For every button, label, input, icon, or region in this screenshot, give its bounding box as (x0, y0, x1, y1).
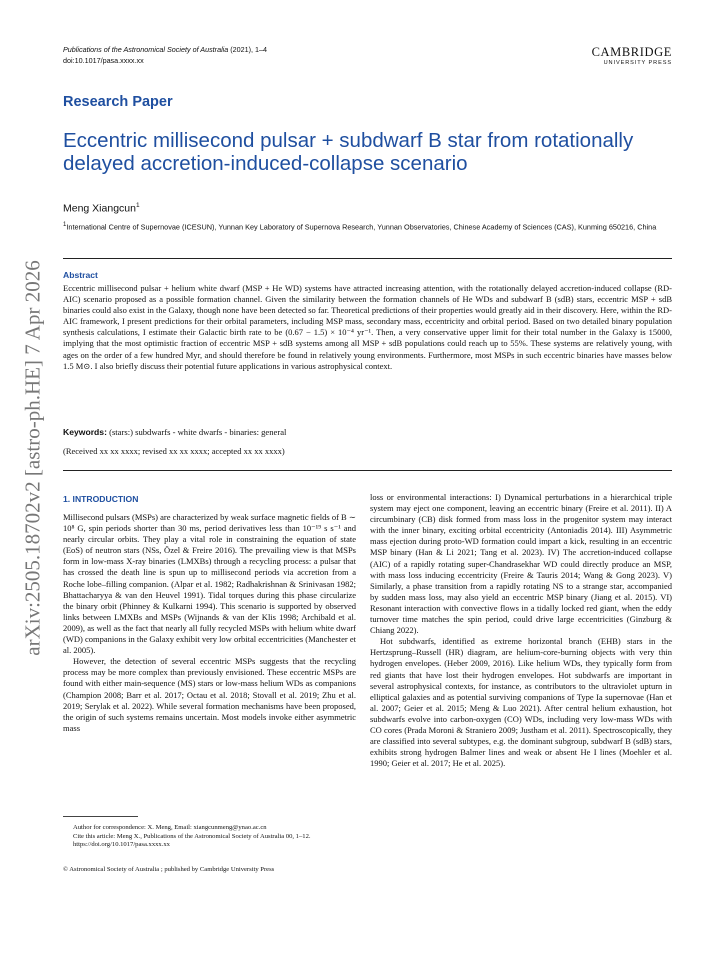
divider-bottom (63, 470, 672, 471)
publisher-logo (560, 45, 672, 66)
publisher-logo-line2: UNIVERSITY PRESS (603, 60, 672, 66)
received-dates: (Received xx xx xxxx; revised xx xx xxxx; accepted xx xx xxxx) (63, 446, 285, 456)
keywords (63, 427, 672, 437)
affiliation (63, 220, 673, 233)
affiliation-text: International Centre of Supernovae (ICESUN), Yunnan Key Laboratory of Supernova Research, Yunnan Observatories, Chinese Academy of Sciences (CAS), Kunming 650216, China (66, 222, 657, 232)
right-column (370, 492, 672, 769)
journal-meta: (2021), 1–4 (228, 45, 268, 54)
journal-citation (63, 44, 267, 55)
section-heading-introduction: 1. INTRODUCTION (63, 494, 139, 504)
citation-note: Cite this article: Meng X., Publications of the Astronomical Society of Australia 00, 1–12. https://doi.org/10.1017/pasa.xxxx.xx (73, 832, 311, 849)
divider-top (63, 258, 672, 259)
author-name: Meng Xiangcun (63, 202, 136, 215)
arxiv-sidebar (18, 258, 48, 658)
article-type: Research Paper (63, 94, 173, 110)
paragraph: Hot subdwarfs, identified as extreme horizontal branch (EHB) stars in the Hertzsprung–Russell (HR) diagram, are helium-core-burning objects with very thin hydrogen envelopes. (Heber 2009, 2016). Like helium WDs, they typically form from red giants that have lost their hydrogen envelopes. Hot subdwarfs are important in several astrophysical contexts, for instance, as contributors to the ultraviolet upturn in elliptical galaxies and as potential surviving companions of Type Ia supernovae (Han et al. 2007; Geier et al. 2015; Meng & Luo 2021). After central helium exhaustion, hot subdwarfs evolve into carbon-oxygen (CO) WDs, including very low-mass WDs with CO cores (Prada Moroni & Straniero 2009; Justham et al. 2011). Spectroscopically, they are classified into several subtypes, e.g. the dominant subgroup, subdwarf B (sdB) stars, exhibits strong hydrogen Balmer lines and weak or absent He I lines (Moehler et al. 1990; Geier et al. 2017; He et al. 2025). (370, 636, 672, 769)
arxiv-identifier: arXiv:2505.18702v2 [astro-ph.HE] 7 Apr 2026 (20, 260, 45, 656)
paragraph: However, the detection of several eccentric MSPs suggests that the recycling process may be more complex than previously envisioned. These eccentric MSPs are found with either main-sequence (MS) stars or low-mass helium WDs as companions (Champion 2008; Barr et al. 2017; Octau et al. 2018; Stovall et al. 2019; Zhu et al. 2019; Serylak et al. 2022). While several formation mechanisms have been proposed, the origin of such systems remains uncertain. Most models invoke either asymmetric mass (63, 656, 356, 733)
copyright-notice: © Astronomical Society of Australia ; published by Cambridge University Press (63, 866, 275, 873)
author-line (63, 202, 140, 215)
author-affil-marker: 1 (135, 202, 140, 209)
paragraph: loss or environmental interactions: I) Dynamical perturbations in a hierarchical triple system may eject one component, leaving an eccentric binary (Freire et al. 2011). II) A circumbinary (CB) disk formed from mass loss in the progenitor system may interact with the inner binary, exciting orbital eccentricity (Antoniadis 2014). III) Asymmetric mass ejection during proto-WD formation could impart a kick, resulting in an eccentric MSP binary (Han & Li 2021; Tang et al. 2023). IV) The accretion-induced collapse (AIC) of a rapidly rotating super-Chandrasekhar WD could directly produce an MSP, with mass loss inducing eccentricity (Freire & Tauris 2014; Wang & Gong 2023). V) Similarly, a phase transition from a rapidly rotating NS to a strange star, accompanied by sudden mass loss, may also yield an eccentric MSP binary (Jiang et al. 2015). VI) Resonant interaction with convective flows in a tidally locked red giant, when the eddy turnover time matches the spin period, could drive large eccentricities (Ginzburg & Chiang 2022). (370, 492, 672, 636)
journal-doi: doi:10.1017/pasa.xxxx.xx (63, 56, 144, 65)
footnote-rule (63, 816, 138, 817)
abstract-text: Eccentric millisecond pulsar + helium white dwarf (MSP + He WD) systems have attracted increasing attention, with the rotationally delayed accretion-induced collapse (RD-AIC) scenario proposed as a possible formation channel. Given the similarity between the formation channels of He WDs and subdwarf B (sdB) stars, eccentric MSP + sdB binaries could also exist in the Galaxy, though none have been detected so far. Theoretical predictions of their properties would greatly aid in their discovery. Here, within the RD-AIC framework, I present predictions for their orbital parameters, including MSP mass, secondary mass, eccentricity and orbital period. Based on two detailed binary population synthesis calculations, I estimate their Galactic birth rate to be (0.67 − 1.5) × 10⁻⁴ yr⁻¹. Then, a very conservative upper limit for their total number in the Galaxy is 15000, implying that the most optimistic fraction of eccentric MSP + sdB systems among all MSP + sdB populations could reach up to 55%. These systems are relatively young, with ages on the order of a few hundred Myr, and should therefore be found in relatively young environments. Furthermore, most MSPs in such eccentric binaries have masses below 1.5 M⊙. I also briefly discuss their potential future applications in various astrophysical context. (63, 283, 672, 371)
journal-name: Publications of the Astronomical Society of Australia (63, 45, 229, 54)
correspondence-note: Author for correspondence: X. Meng, Email: xiangcunmeng@ynao.ac.cn (73, 824, 267, 831)
footnote (63, 824, 356, 850)
affiliation-marker: 1 (63, 221, 67, 228)
left-column (63, 512, 356, 734)
keywords-text: (stars:) subdwarfs - white dwarfs - binaries: general (106, 427, 287, 437)
keywords-label: Keywords: (63, 427, 107, 437)
paragraph: Millisecond pulsars (MSPs) are characterized by weak surface magnetic fields of B ∼ 10⁸ G, spin periods shorter than 30 ms, period derivatives less than 10⁻¹⁹ s s⁻¹ and nearly circular orbits. They play a vital role in constraining the equation of state (EoS) of neutron stars (NSs, Özel & Freire 2016). The prevailing view is that MSPs form in low-mass X-ray binaries (LMXBs) through a recycling process: a pulsar that has crossed the death line is spun up to millisecond periods via accretion from a Roche lobe–filling companion. (Alpar et al. 1982; Radhakrishnan & Srinivasan 1982; Bhattacharyya & van den Heuvel 1991). Tidal torques during this phase circularize the binary orbit (Phinney & Kulkarni 1994). This scenario is supported by observed links between LMXBs and MSPs (Wijnands & van der Klis 1998; Archibald et al. 2009), as well as the fact that nearly all fully recycled MSPs with helium white dwarf (WD) companions in the Galaxy exhibit very low orbital eccentricities (Manchester et al. 2005). (63, 512, 356, 656)
publisher-logo-line1: CAMBRIDGE (591, 45, 672, 59)
abstract-heading: Abstract (63, 270, 98, 280)
paper-title: Eccentric millisecond pulsar + subdwarf B star from rotationally delayed accretion-induced-collapse scenario (63, 129, 634, 175)
journal-header (63, 44, 267, 66)
